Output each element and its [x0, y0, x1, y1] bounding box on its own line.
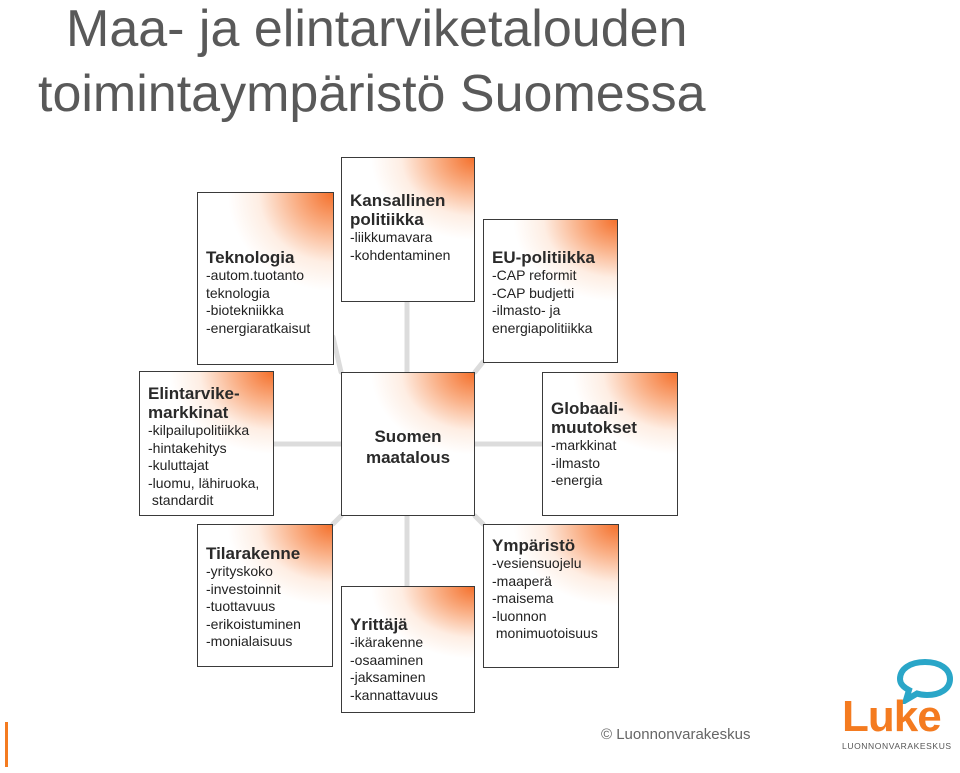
box-teknologia — [197, 192, 334, 365]
box-ymparisto-line: monimuotoisuus — [492, 625, 598, 641]
title-line-1: Maa- ja elintarviketalouden — [66, 0, 688, 58]
box-eu-line: -ilmasto- ja — [492, 302, 561, 318]
box-elintarvike-line: -luomu, lähiruoka, — [148, 474, 260, 491]
box-globaali-line: -markkinat — [551, 437, 617, 453]
box-teknologia-line: -autom.tuotanto — [206, 267, 305, 283]
box-kansallinen-head: politiikka — [350, 210, 424, 229]
box-ymparisto — [483, 524, 619, 668]
box-yrittaja-line: -kannattavuus — [350, 686, 438, 703]
box-tilarakenne-line: -erikoistuminen — [206, 615, 301, 632]
connector-bottom-right — [475, 516, 483, 524]
box-kansallinen-head: Kansallinen — [350, 191, 446, 210]
box-kansallinen-line: -liikkumavara — [350, 229, 433, 245]
box-tilarakenne-line: -tuottavuus — [206, 598, 276, 614]
box-eu-line: energiapolitiikka — [492, 319, 593, 336]
box-ymparisto-line: -vesiensuojelu — [492, 555, 582, 571]
box-tilarakenne-line: -monialaisuus — [206, 633, 293, 649]
box-eu-line: -CAP reformit — [492, 267, 577, 283]
box-elintarvike-head: markkinat — [148, 403, 229, 422]
box-elintarvike-line: -kilpailupolitiikka — [148, 422, 250, 438]
title-line-2: toimintaympäristö Suomessa — [38, 65, 706, 123]
box-suomen-head: Suomen — [374, 427, 442, 446]
box-ymparisto-line: -luonnon — [492, 607, 547, 624]
box-globaali-line: -energia — [551, 472, 603, 488]
box-elintarvike-line: -kuluttajat — [148, 457, 209, 473]
box-yrittaja-line: -ikärakenne — [350, 634, 424, 650]
box-yrittaja-head: Yrittäjä — [350, 615, 408, 634]
copyright-text: © Luonnonvarakeskus — [601, 726, 751, 743]
box-elintarvike-line: standardit — [148, 492, 214, 508]
connector-top-right — [475, 362, 483, 372]
connector-top-left — [333, 337, 341, 372]
box-ymparisto-head: Ympäristö — [492, 536, 576, 555]
box-teknologia-line: teknologia — [206, 284, 270, 301]
box-elintarvike-head: Elintarvike- — [148, 384, 240, 403]
box-globaali-head: muutokset — [551, 418, 637, 437]
box-ymparisto-line: -maisema — [492, 590, 554, 606]
box-globaalimuutokset — [542, 372, 678, 516]
box-tilarakenne-line: -investoinnit — [206, 580, 281, 597]
box-kansallinen-line: -kohdentaminen — [350, 246, 451, 263]
box-elintarvikemarkkinat — [139, 371, 274, 516]
box-tilarakenne — [197, 524, 333, 667]
box-eu-line: -CAP budjetti — [492, 284, 575, 301]
box-tilarakenne-head: Tilarakenne — [206, 544, 301, 563]
box-yrittaja — [341, 586, 475, 713]
box-globaali-line: -ilmasto — [551, 454, 601, 471]
connector-bottom-left — [333, 516, 341, 524]
box-ymparisto-line: -maaperä — [492, 572, 552, 589]
box-eu-politiikka — [483, 219, 618, 363]
box-eu-head: EU-politiikka — [492, 248, 595, 267]
box-kansallinen-politiikka — [341, 157, 475, 302]
box-tilarakenne-line: -yrityskoko — [206, 563, 273, 579]
box-yrittaja-line: -jaksaminen — [350, 669, 426, 685]
box-elintarvike-line: -hintakehitys — [148, 439, 227, 456]
box-suomen-maatalous — [341, 372, 475, 516]
box-teknologia-head: Teknologia — [206, 248, 295, 267]
luke-logo: Luke — [842, 692, 941, 741]
box-suomen-head: maatalous — [365, 448, 451, 467]
luke-logo-subtitle: LUONNONVARAKESKUS — [842, 741, 952, 751]
box-yrittaja-line: -osaaminen — [350, 651, 424, 668]
box-globaali-head: Globaali- — [551, 399, 624, 418]
box-teknologia-line: -biotekniikka — [206, 302, 284, 318]
box-teknologia-line: -energiaratkaisut — [206, 319, 311, 336]
